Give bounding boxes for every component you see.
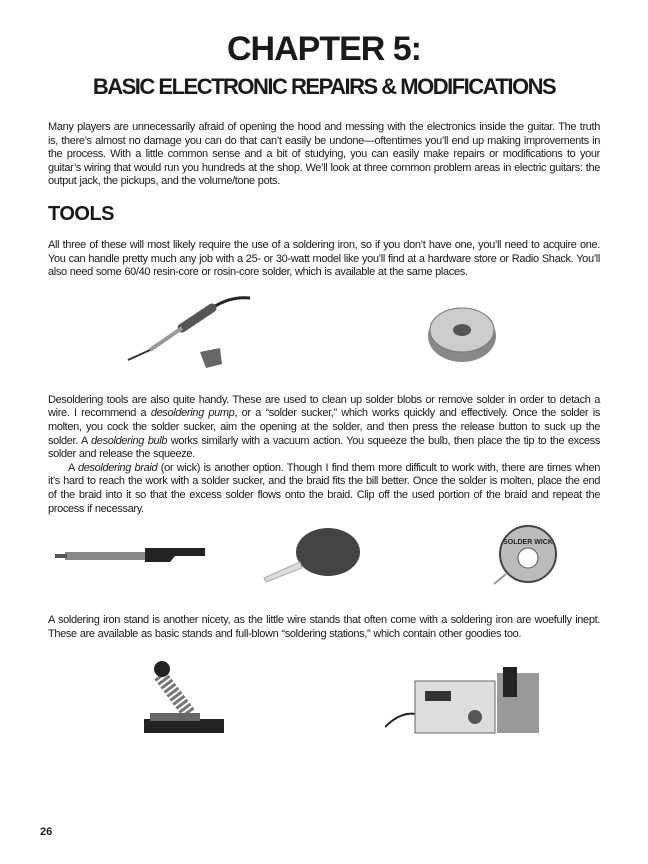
desoldering-bulb-image <box>258 526 363 586</box>
tools-paragraph-2: Desoldering tools are also quite handy. These are used to clean up solder blobs or remove solder in order to detach a wire. I recommend a desoldering pump, or a “solder sucker,” which works quickly and effectively. Once the solder is molten, you cock the solder sucker, aim the opening at the solder, and then press the release button to suck up the solder. A desoldering bulb works similarly with a vacuum action. You squeeze the bulb, then place the tip to the excess solder and release the squeeze. <box>48 393 600 461</box>
intro-paragraph: Many players are unnecessarily afraid of opening the hood and messing with the electronics inside the guitar. The truth is, there’s almost no damage you can do that can’t easily be undone—oftentimes you’ll end up making improvements in the process. With a little common sense and a bit of studying, you can easily make repairs or modifications to your guitar’s wiring that would run you hundreds at the shop. We’ll look at three common problem areas in electric guitars: the output jack, the pickups, and the volume/tone pots. <box>48 121 600 188</box>
page-number: 26 <box>40 826 53 838</box>
soldering-station-image <box>385 657 545 743</box>
page-content <box>48 30 600 741</box>
chapter-title-line2: BASIC ELECTRONIC REPAIRS & MODIFICATIONS <box>92 74 556 99</box>
desoldering-pump-image <box>55 538 215 574</box>
image-row-3 <box>48 641 600 741</box>
tools-paragraph-1: All three of these will most likely require the use of a soldering iron, so if you don’t have one, you’ll need to acquire one. You can handle pretty much any job with a 25- or 30-watt model like you’ll find at a hardware store or Radio Shack. You’ll also need some 60/40 resin-core or rosin-core solder, which is available at the same places. <box>48 238 600 279</box>
image-row-2 <box>48 516 600 614</box>
section-heading-tools: TOOLS <box>48 202 115 225</box>
soldering-iron-stand-image <box>140 655 230 741</box>
tools-paragraph-3: A desoldering braid (or wick) is another option. Though I find them more difficult to work with, there are times when it’s hard to reach the work with a solder sucker, and the braid fits the bill better. Once the solder is molten, place the end of the braid into it so that the excess solder flows onto the braid. Clip off the used portion of the braid and repeat the process if necessary. <box>48 461 600 515</box>
chapter-title-line1: CHAPTER 5: <box>226 30 422 68</box>
soldering-iron-image <box>120 290 260 376</box>
wick-label: SOLDER WICK <box>503 539 553 547</box>
desoldering-wick-image <box>488 522 568 588</box>
image-row-1 <box>48 280 600 394</box>
tools-paragraph-4: A soldering iron stand is another nicety, as the little wire stands that often come with a soldering iron are woefully inept. These are available as basic stands and full-blown “soldering stations,” which contain other goodies too. <box>48 614 600 640</box>
solder-spool-image <box>425 298 500 368</box>
